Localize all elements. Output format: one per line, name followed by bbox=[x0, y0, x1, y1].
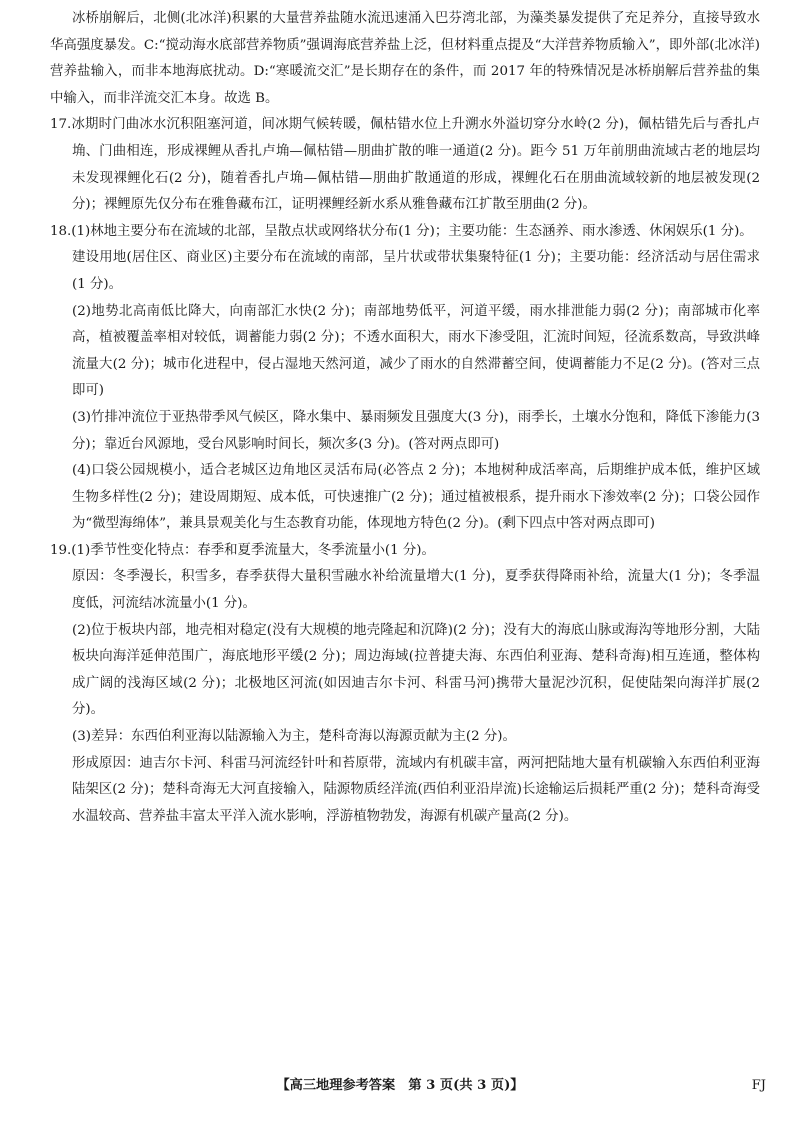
footer-code: FJ bbox=[751, 1078, 766, 1093]
answer-19-part-1 bbox=[50, 538, 760, 565]
answer-18-paragraph-2: 建设用地(居住区、商业区)主要分布在流域的南部，呈片状或带状集聚特征(1 分)；主要功能：经济活动与居住需求(1 分)。 bbox=[72, 250, 760, 292]
answer-content bbox=[50, 6, 760, 830]
answer-19-paragraph-3: (2)位于板块内部，地壳相对稳定(没有大规模的地壳隆起和沉降)(2 分)；没有大的海底山脉或海沟等地形分割，大陆板块向海洋延伸范围广，海底地形平缓(2 分)；周边海域(拉普捷夫海、东西伯利亚海、楚科奇海)相互连通，整体构成广阔的浅海区域(2 分)；北极地区河流(如因迪吉尔卡河、科雷马河)携带大量泥沙沉积，促使陆架向海洋扩展(2 分)。 bbox=[72, 622, 760, 718]
answer-19-number: 19. bbox=[50, 542, 72, 558]
answer-19-paragraph-5: 形成原因：迪吉尔卡河、科雷马河流经针叶和苔原带，流域内有机碳丰富，两河把陆地大量有机碳输入东西伯利亚海陆架区(2 分)；楚科奇海无大河直接输入，陆源物质经洋流(西伯利亚沿岸流)长途输运后损耗严重(2 分)；楚科奇海受水温较高、营养盐丰富太平洋入流水影响，浮游植物勃发，海源有机碳产量高(2 分)。 bbox=[72, 755, 760, 824]
answer-17-text: 冰期时门曲冰水沉积阻塞河道，间冰期气候转暖，佩枯错水位上升溯水外溢切穿分水岭(2 分)，佩枯错先后与香扎卢埆、门曲相连，形成裸鲤从香扎卢埆—佩枯错—朋曲扩散的唯一通道(2 分)。距今 51 万年前朋曲流域古老的地层均未发现裸鲤化石(2 分)，随着香扎卢埆—佩枯错—朋曲扩散通道的形成，裸鲤化石在朋曲流域较新的地层被发现(2 分)；裸鲤原先仅分布在雅鲁藏布江，证明裸鲤经新水系从雅鲁藏布江扩散至朋曲(2 分)。 bbox=[71, 117, 760, 213]
answer-19-paragraph-4: (3)差异：东西伯利亚海以陆源输入为主，楚科奇海以海源贡献为主(2 分)。 bbox=[72, 729, 516, 745]
answer-19-paragraph-2: 原因：冬季漫长，积雪多，春季获得大量积雪融水补给流量增大(1 分)，夏季获得降雨补给，流量大(1 分)；冬季温度低，河流结冰流量小(1 分)。 bbox=[72, 569, 760, 612]
answer-18-part-1 bbox=[50, 219, 760, 246]
answer-17 bbox=[50, 112, 760, 218]
answer-16-continuation: 冰桥崩解后，北侧(北冰洋)积累的大量营养盐随水流迅速涌入巴芬湾北部，为藻类暴发提供了充足养分，直接导致水华高强度暴发。C:“搅动海水底部营养物质”强调海底营养盐上泛，但材料重点提及“大洋营养物质输入”，即外部(北冰洋)营养盐输入，而非本地海底扰动。D:“寒暖流交汇”是长期存在的条件，而 2017 年的特殊情况是冰桥崩解后营养盐的集中输入，而非洋流交汇本身。故选 B。 bbox=[50, 11, 760, 106]
footer-title: 【高三地理参考答案 第 3 页(共 3 页)】 bbox=[276, 1078, 524, 1093]
answer-18-paragraph-3: (2)地势北高南低比降大，向南部汇水快(2 分)；南部地势低平，河道平缓，雨水排泄能力弱(2 分)；南部城市化率高，植被覆盖率相对较低，调蓄能力弱(2 分)；不透水面积大，雨水下渗受阻，汇流时间短，径流系数高，导致洪峰流量大(2 分)；城市化进程中，侵占湿地天然河道，减少了雨水的自然滞蓄空间，使调蓄能力不足(2 分)。(答对三点即可) bbox=[72, 303, 760, 399]
answer-19-p1-text: (1)季节性变化特点：春季和夏季流量大，冬季流量小(1 分)。 bbox=[71, 542, 435, 558]
answer-18-number: 18. bbox=[50, 223, 72, 239]
answer-18-p1-text: (1)林地主要分布在流域的北部，呈散点状或网络状分布(1 分)；主要功能：生态涵养、雨水渗透、休闲娱乐(1 分)。 bbox=[71, 223, 753, 239]
answer-17-number: 17. bbox=[50, 117, 72, 133]
answer-18-paragraph-5: (4)口袋公园规模小，适合老城区边角地区灵活布局(必答点 2 分)；本地树种成活率高，后期维护成本低，维护区域生物多样性(2 分)；建设周期短、成本低，可快速推广(2 分)；通过植被根系，提升雨水下渗效率(2 分)；口袋公园作为“微型海绵体”，兼具景观美化与生态教育功能，体现地方特色(2 分)。(剩下四点中答对两点即可) bbox=[72, 463, 760, 532]
answer-18-paragraph-4: (3)竹排冲流位于亚热带季风气候区，降水集中、暴雨频发且强度大(3 分)，雨季长，土壤水分饱和，降低下渗能力(3 分)；靠近台风源地，受台风影响时间长，频次多(3 分)。(答对两点即可) bbox=[72, 409, 760, 452]
page-footer bbox=[0, 1073, 800, 1099]
